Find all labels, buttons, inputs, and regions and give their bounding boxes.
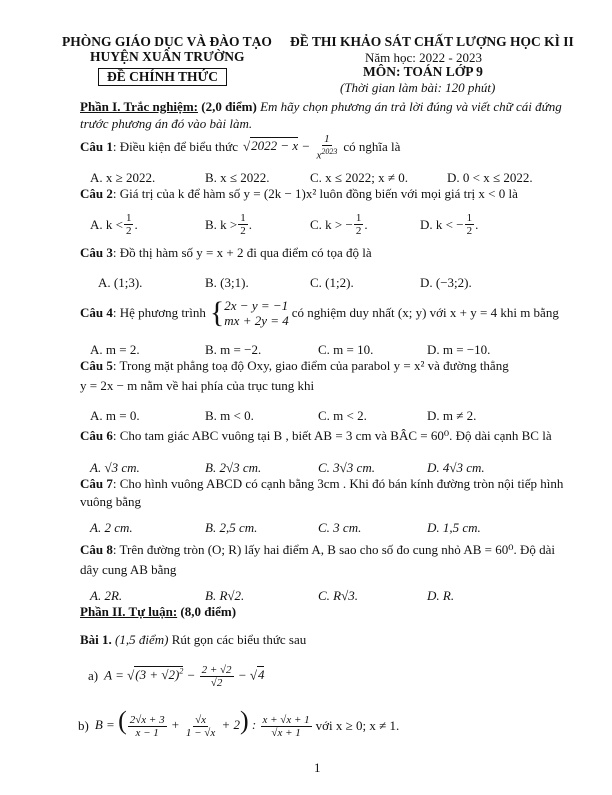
q2-option-a-text: A. k <: [90, 216, 123, 232]
q3-stem: : Đồ thị hàm số y = x + 2 đi qua điểm có tọa độ là: [112, 245, 372, 260]
q3-option-a[interactable]: A. (1;3).: [98, 275, 143, 290]
question-3: [80, 245, 372, 261]
question-2: [80, 186, 518, 202]
q2-d-num: 1: [466, 212, 473, 224]
q4-option-a[interactable]: A. m = 2.: [90, 342, 140, 357]
q4-option-d[interactable]: D. m = −10.: [427, 342, 491, 357]
q2-option-b[interactable]: B. k > $\frac{1}{2}$ .: [205, 212, 253, 237]
q1-tail: có nghĩa là: [343, 139, 401, 154]
bai1-part-a: [88, 658, 264, 694]
part2-heading: [80, 604, 236, 620]
page-number: 1: [314, 760, 321, 775]
q2-stem: : Giá trị của k để hàm số y = (2k − 1)x² luôn đồng biến với mọi giá trị x < 0 là: [112, 186, 518, 201]
bai1-b-condition: với x ≥ 0; x ≠ 1.: [315, 718, 400, 733]
q5-option-a[interactable]: A. m = 0.: [90, 408, 140, 423]
official-badge: ĐỀ CHÍNH THỨC: [98, 68, 227, 86]
q5-option-b[interactable]: B. m < 0.: [205, 408, 254, 423]
q4-brace: {: [209, 296, 225, 329]
q3-label: Câu 3: [80, 245, 113, 260]
q6-option-b[interactable]: B. 2√3 cm.: [205, 460, 262, 475]
q1-expression: √2022 − x − $\frac{1}{x^{2023}}$: [242, 132, 338, 162]
q2-option-a[interactable]: A. k < $\frac{1}{2}$ .: [90, 212, 138, 237]
q2-option-c-text: C. k > −: [310, 216, 353, 232]
question-1: [80, 132, 400, 162]
q5-stem: : Trong mặt phẳng toạ độ Oxy, giao điểm của parabol y = x² và đường thẳng: [112, 358, 509, 373]
bai1-label: Bài 1.: [80, 632, 112, 647]
question-5: [80, 358, 509, 374]
q2-option-c[interactable]: C. k > − $\frac{1}{2}$ .: [310, 212, 368, 237]
question-6: [80, 428, 552, 444]
q4-system: [224, 298, 288, 328]
district-name: HUYỆN XUÂN TRƯỜNG: [90, 49, 245, 64]
bai1-heading: [80, 632, 306, 648]
q8-stem: : Trên đường tròn (O; R) lấy hai điểm A, B sao cho số đo cung nhỏ AB = 60⁰. Độ dài: [112, 542, 555, 557]
q4-stem: : Hệ phương trình: [112, 305, 206, 320]
q8-option-d[interactable]: D. R.: [427, 588, 455, 603]
q4-label: Câu 4: [80, 305, 113, 320]
part1-points: (2,0 điểm): [201, 99, 257, 114]
part1-title: Phần I. Trắc nghiệm:: [80, 99, 198, 114]
q3-option-c[interactable]: C. (1;2).: [310, 275, 354, 290]
bai1-part-b: [78, 706, 399, 746]
time-limit: (Thời gian làm bài: 120 phút): [340, 80, 496, 95]
q7-stem: : Cho hình vuông ABCD có cạnh bằng 3cm . Khi đó bán kính đường tròn nội tiếp hình: [112, 476, 564, 491]
part2-title: Phần II. Tự luận:: [80, 604, 178, 619]
q4-eq1: 2x − y = −1: [224, 298, 289, 313]
q2-d-den: 2: [466, 225, 473, 237]
department-name: PHÒNG GIÁO DỤC VÀ ĐÀO TẠO: [62, 34, 272, 49]
q2-a-den: 2: [125, 225, 132, 237]
q2-c-den: 2: [355, 225, 362, 237]
q4-tail: có nghiệm duy nhất (x; y) với x + y = 4 khi m bằng: [291, 305, 559, 320]
q5-label: Câu 5: [80, 358, 113, 373]
q3-option-b[interactable]: B. (3;1).: [205, 275, 249, 290]
part1-heading: [80, 99, 562, 115]
q2-option-b-text: B. k >: [205, 216, 238, 232]
q7-option-d[interactable]: D. 1,5 cm.: [427, 520, 481, 535]
exam-title: ĐỀ THI KHẢO SÁT CHẤT LƯỢNG HỌC KÌ II: [290, 34, 574, 49]
q6-stem: : Cho tam giác ABC vuông tại B , biết AB = 3 cm và BÂC = 60⁰. Độ dài cạnh BC là: [112, 428, 552, 443]
q4-option-b[interactable]: B. m = −2.: [205, 342, 262, 357]
q1-option-d[interactable]: D. 0 < x ≤ 2022.: [447, 170, 533, 185]
q8-stem-cont: dây cung AB bằng: [80, 562, 177, 577]
q6-label: Câu 6: [80, 428, 113, 443]
bai1-b-expression: B = ( $\frac{2√x + 3}{x - 1}$ + $\frac{√x}{1 - √x}$ + 2) : $\frac{x + √x + 1}{√x + 1}$: [94, 706, 310, 739]
q4-option-c[interactable]: C. m = 10.: [318, 342, 374, 357]
q5-option-c[interactable]: C. m < 2.: [318, 408, 367, 423]
q3-option-d[interactable]: D. (−3;2).: [420, 275, 472, 290]
q1-option-b[interactable]: B. x ≤ 2022.: [205, 170, 270, 185]
part1-instruction: Em hãy chọn phương án trả lời đúng và viết chữ cái đứng: [260, 99, 562, 114]
q7-option-c[interactable]: C. 3 cm.: [318, 520, 362, 535]
q5-option-d[interactable]: D. m ≠ 2.: [427, 408, 477, 423]
q7-option-b[interactable]: B. 2,5 cm.: [205, 520, 258, 535]
q6-option-c[interactable]: C. 3√3 cm.: [318, 460, 375, 475]
question-7: [80, 476, 563, 492]
q1-label: Câu 1: [80, 139, 113, 154]
q8-option-a[interactable]: A. 2R.: [90, 588, 123, 603]
q2-option-d-text: D. k < −: [420, 216, 464, 232]
q2-b-num: 1: [240, 212, 246, 224]
school-year: Năm học: 2022 - 2023: [365, 50, 482, 65]
bai1-text: Rút gọn các biểu thức sau: [171, 632, 307, 647]
q6-option-d[interactable]: D. 4√3 cm.: [427, 460, 485, 475]
q8-option-b[interactable]: B. R√2.: [205, 588, 245, 603]
question-8: [80, 542, 555, 558]
q2-b-den: 2: [240, 225, 246, 237]
q2-option-d[interactable]: D. k < − $\frac{1}{2}$ .: [420, 212, 479, 237]
bai1-points: (1,5 điểm): [115, 632, 169, 647]
bai1-a-label: a): [88, 668, 99, 683]
q2-label: Câu 2: [80, 186, 113, 201]
q8-option-c[interactable]: C. R√3.: [318, 588, 358, 603]
q5-stem-cont: y = 2x − m nằm về hai phía của trục tung khi: [80, 378, 315, 393]
part1-instruction-cont: trước phương án đó vào bài làm.: [80, 116, 253, 131]
part2-points: (8,0 điểm): [180, 604, 237, 619]
bai1-a-expression: $A = √(3 + √2)^2$ − $\frac{2 + √2}{√2}$ − √4: [104, 663, 265, 689]
q8-label: Câu 8: [80, 542, 113, 557]
q2-a-num: 1: [125, 212, 132, 224]
q7-stem-cont: vuông bằng: [80, 494, 142, 509]
q1-stem: : Điều kiện để biểu thức: [112, 139, 238, 154]
q1-option-c[interactable]: C. x ≤ 2022; x ≠ 0.: [310, 170, 409, 185]
q1-option-a[interactable]: A. x ≥ 2022.: [90, 170, 156, 185]
q6-option-a[interactable]: A. √3 cm.: [90, 460, 140, 475]
bai1-b-label: b): [78, 718, 89, 733]
q4-eq2: mx + 2y = 4: [224, 313, 289, 328]
q2-c-num: 1: [355, 212, 362, 224]
question-4: [80, 296, 559, 330]
subject: MÔN: TOÁN LỚP 9: [363, 64, 483, 79]
q7-label: Câu 7: [80, 476, 113, 491]
q7-option-a[interactable]: A. 2 cm.: [90, 520, 133, 535]
